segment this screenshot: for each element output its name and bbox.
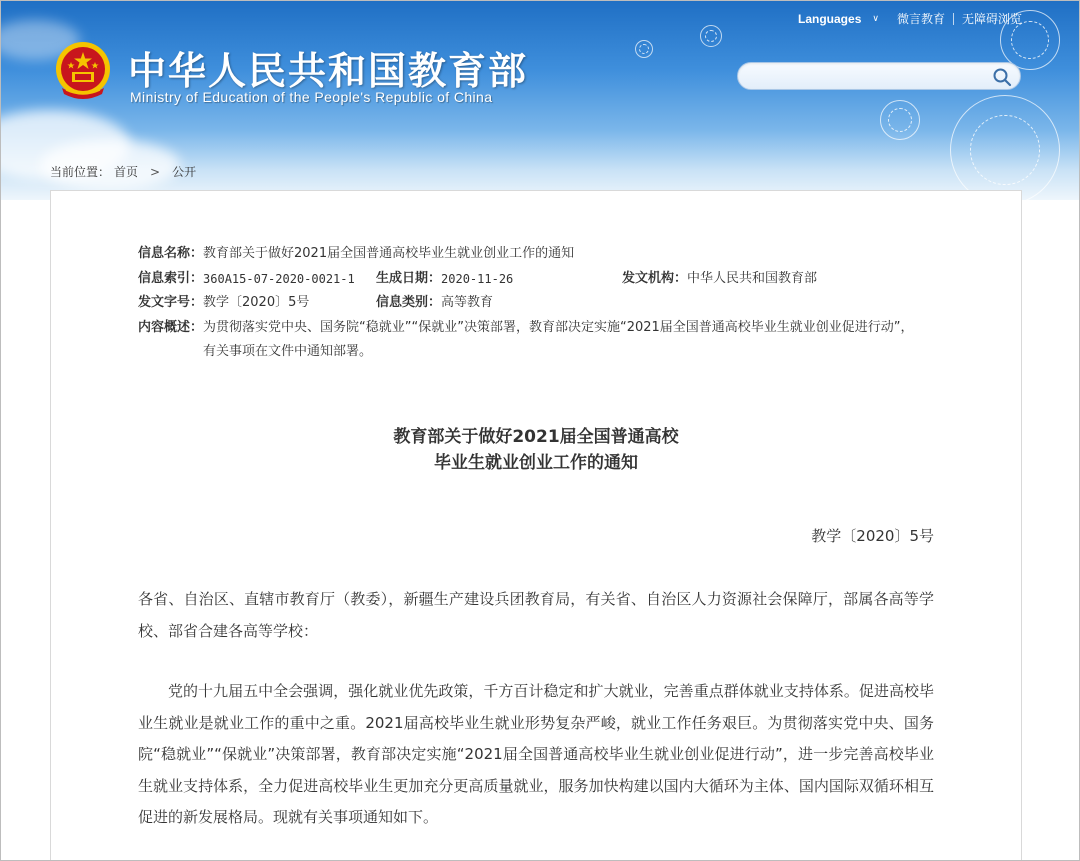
meta-row-name — [138, 242, 938, 267]
meta-index-label: 信息索引： — [138, 270, 204, 286]
chevron-down-icon[interactable]: ∨ — [872, 13, 879, 23]
top-links — [798, 10, 1022, 27]
site-title[interactable]: 中华人民共和国教育部 — [128, 49, 529, 93]
chevron-right-icon: > — [150, 164, 161, 179]
document-title-line1: 教育部关于做好2021届全国普通高校 — [393, 427, 679, 447]
document-title — [138, 424, 934, 476]
meta-row-index — [138, 267, 938, 292]
document-metadata — [138, 242, 938, 365]
link-divider — [953, 13, 954, 25]
meta-name-value: 教育部关于做好2021届全国普通高校毕业生就业创业工作的通知 — [203, 246, 575, 261]
breadcrumb-prefix: 当前位置： — [50, 165, 111, 179]
search-input[interactable] — [750, 66, 990, 86]
dandelion-decoration — [635, 40, 653, 58]
meta-summary-value: 为贯彻落实党中央、国务院“稳就业”“保就业”决策部署，教育部决定实施“2021届全国普通高校毕业生就业创业促进行动”，有关事项在文件中通知部署。 — [203, 319, 914, 359]
meta-row-summary — [138, 316, 938, 365]
meta-docno-value: 教学〔2020〕5号 — [203, 295, 310, 310]
document-title-line2: 毕业生就业创业工作的通知 — [434, 453, 638, 473]
dandelion-decoration — [950, 95, 1060, 200]
languages-link[interactable]: Languages — [798, 11, 862, 26]
meta-org-value: 中华人民共和国教育部 — [687, 270, 818, 286]
meta-category-value: 高等教育 — [441, 295, 494, 310]
document-addressees: 各省、自治区、直辖市教育厅（教委），新疆生产建设兵团教育局，有关省、自治区人力资源社会保障厅，部属各高等学校、部省合建各高等学校： — [138, 590, 934, 640]
meta-summary-label: 内容概述： — [138, 319, 204, 335]
dandelion-decoration — [700, 25, 722, 47]
search-box[interactable] — [737, 62, 1021, 90]
document-paragraph: 党的十九届五中全会强调，强化就业优先政策，千方百计稳定和扩大就业，完善重点群体就业支持体系。促进高校毕业生就业是就业工作的重中之重。2021届高校毕业生就业形势复杂严峻，就业工作任务艰巨。为贯彻落实党中央、国务院“稳就业”“保就业”决策部署，教育部决定实施“2021届全国普通高校毕业生就业创业促进行动”，进一步完善高校毕业生就业支持体系，全力促进高校毕业生更加充分更高质量就业，服务加快构建以国内大循环为主体、国内国际双循环相互促进的新发展格局。现就有关事项通知如下。 — [138, 682, 934, 826]
national-emblem-icon[interactable] — [52, 40, 114, 102]
breadcrumb-home-link[interactable]: 首页 — [114, 165, 139, 179]
site-subtitle: Ministry of Education of the People's Republic of China — [130, 89, 493, 105]
accessible-browse-link[interactable]: 无障碍浏览 — [961, 12, 1022, 26]
meta-date-label: 生成日期： — [376, 270, 442, 286]
weibo-link[interactable]: 微言教育 — [896, 12, 945, 26]
meta-category-label: 信息类别： — [376, 295, 442, 310]
meta-name-label: 信息名称： — [138, 246, 204, 261]
meta-index-value: 360A15-07-2020-0021-1 — [203, 271, 355, 286]
meta-docno-label: 发文字号： — [138, 295, 204, 310]
meta-org-label: 发文机构： — [622, 270, 688, 286]
search-icon[interactable] — [992, 67, 1012, 87]
breadcrumb-current-link[interactable]: 公开 — [172, 165, 197, 179]
meta-row-docno — [138, 291, 938, 316]
meta-date-value: 2020-11-26 — [441, 271, 514, 286]
breadcrumb — [50, 163, 196, 180]
dandelion-decoration — [880, 100, 920, 140]
document-number: 教学〔2020〕5号 — [811, 527, 934, 545]
